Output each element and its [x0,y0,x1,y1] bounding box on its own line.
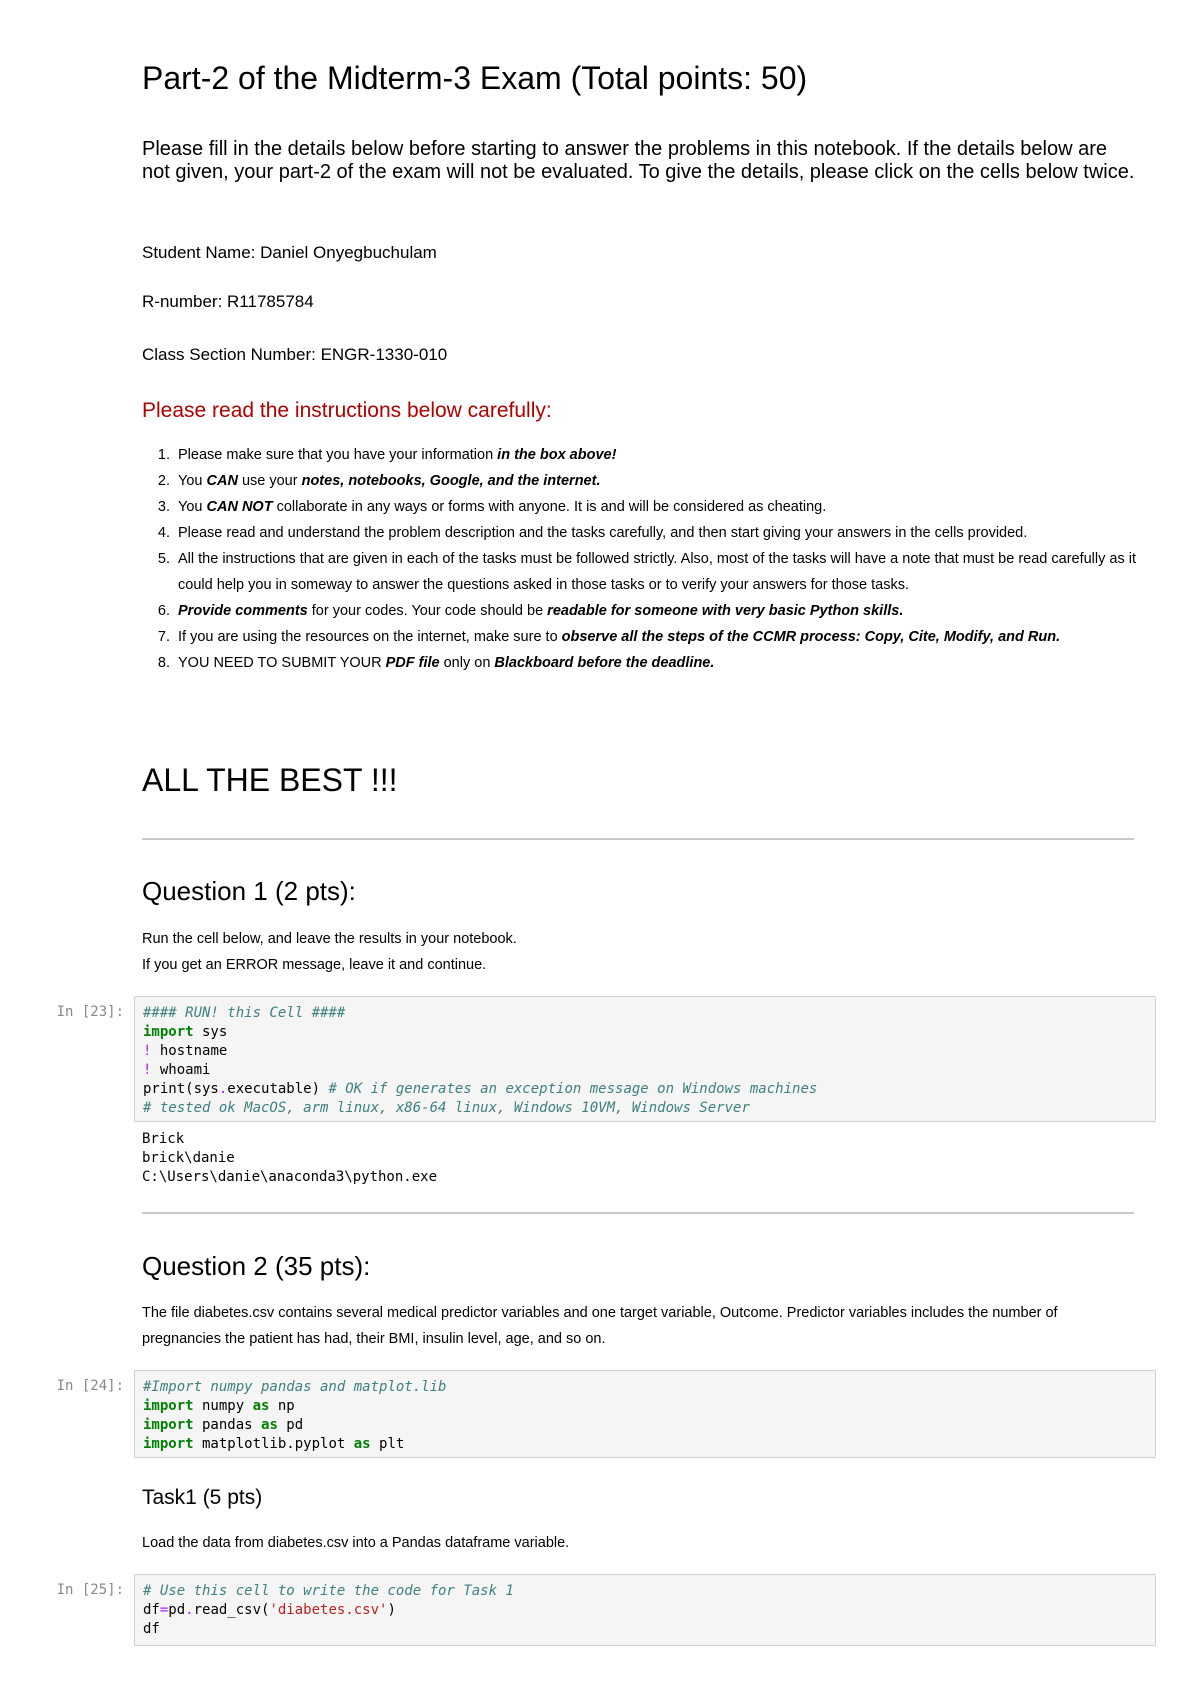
task-1-heading: Task1 (5 pts) [142,1486,263,1509]
class-section[interactable]: Class Section Number: ENGR-1330-010 [142,345,448,364]
instruction-item: 1. Please make sure that you have your information in the box above! [174,442,1168,468]
cell-prompt: In [23]: [56,1004,124,1020]
instructions-heading: Please read the instructions below carefully: [142,399,552,422]
task-1-description: Load the data from diabetes.csv into a Pandas dataframe variable. [142,1535,570,1551]
code-cell-imports[interactable]: #Import numpy pandas and matplot.lib import numpy as np import pandas as pd import matplotlib.pyplot as plt [134,1370,1156,1458]
question-1-line-2: If you get an ERROR message, leave it and continue. [142,957,487,973]
student-name[interactable]: Student Name: Daniel Onyegbuchulam [142,243,437,262]
instruction-item: 5. All the instructions that are given in each of the tasks must be followed strictly. Also, most of the tasks will have a note that must be read carefully as it could help you in someway to answer the questions asked in those tasks or to verify your answers for those tasks. [174,546,1168,598]
instruction-item: 3. You CAN NOT collaborate in any ways or forms with anyone. It is and will be considered as cheating. [174,494,1168,520]
divider [142,1212,1134,1214]
question-1-heading: Question 1 (2 pts): [142,876,356,906]
question-2-heading: Question 2 (35 pts): [142,1251,371,1281]
instructions-list [142,442,1168,676]
question-1-line-1: Run the cell below, and leave the results in your notebook. [142,931,517,947]
intro-paragraph: Please fill in the details below before starting to answer the problems in this notebook. If the details below are not given, your part-2 of the exam will not be evaluated. To give the details, please click on the cells below twice. [142,138,1135,183]
instruction-item: 7. If you are using the resources on the internet, make sure to observe all the steps of the CCMR process: Copy, Cite, Modify, and Run. [174,624,1168,650]
code-cell-q1[interactable]: #### RUN! this Cell #### import sys ! hostname ! whoami print(sys.executable) # OK if generates an exception message on Windows machines # tested ok MacOS, arm linux, x86-64 linux, Windows 10VM, Windows Server [134,996,1156,1122]
cell-output: Brick brick\danie C:\Users\danie\anaconda3\python.exe [142,1131,438,1185]
instruction-item: 8. YOU NEED TO SUBMIT YOUR PDF file only on Blackboard before the deadline. [174,650,1168,676]
r-number[interactable]: R-number: R11785784 [142,292,314,311]
divider [142,838,1134,840]
question-2-description: The file diabetes.csv contains several medical predictor variables and one target variable, Outcome. Predictor variables includes the number of pregnancies the patient has had, their BMI, insulin level, age, and so on. [142,1305,1058,1347]
page-title: Part-2 of the Midterm-3 Exam (Total points: 50) [142,60,808,96]
instruction-item: 4. Please read and understand the problem description and the tasks carefully, and then start giving your answers in the cells provided. [174,520,1168,546]
code-cell-task-1[interactable]: # Use this cell to write the code for Task 1 df=pd.read_csv('diabetes.csv') df [134,1574,1156,1646]
all-the-best-heading: ALL THE BEST !!! [142,762,398,798]
instruction-item: 2. You CAN use your notes, notebooks, Google, and the internet. [174,468,1168,494]
cell-prompt: In [25]: [56,1582,124,1598]
cell-prompt: In [24]: [56,1378,124,1394]
instruction-item: 6. Provide comments for your codes. Your code should be readable for someone with very basic Python skills. [174,598,1168,624]
